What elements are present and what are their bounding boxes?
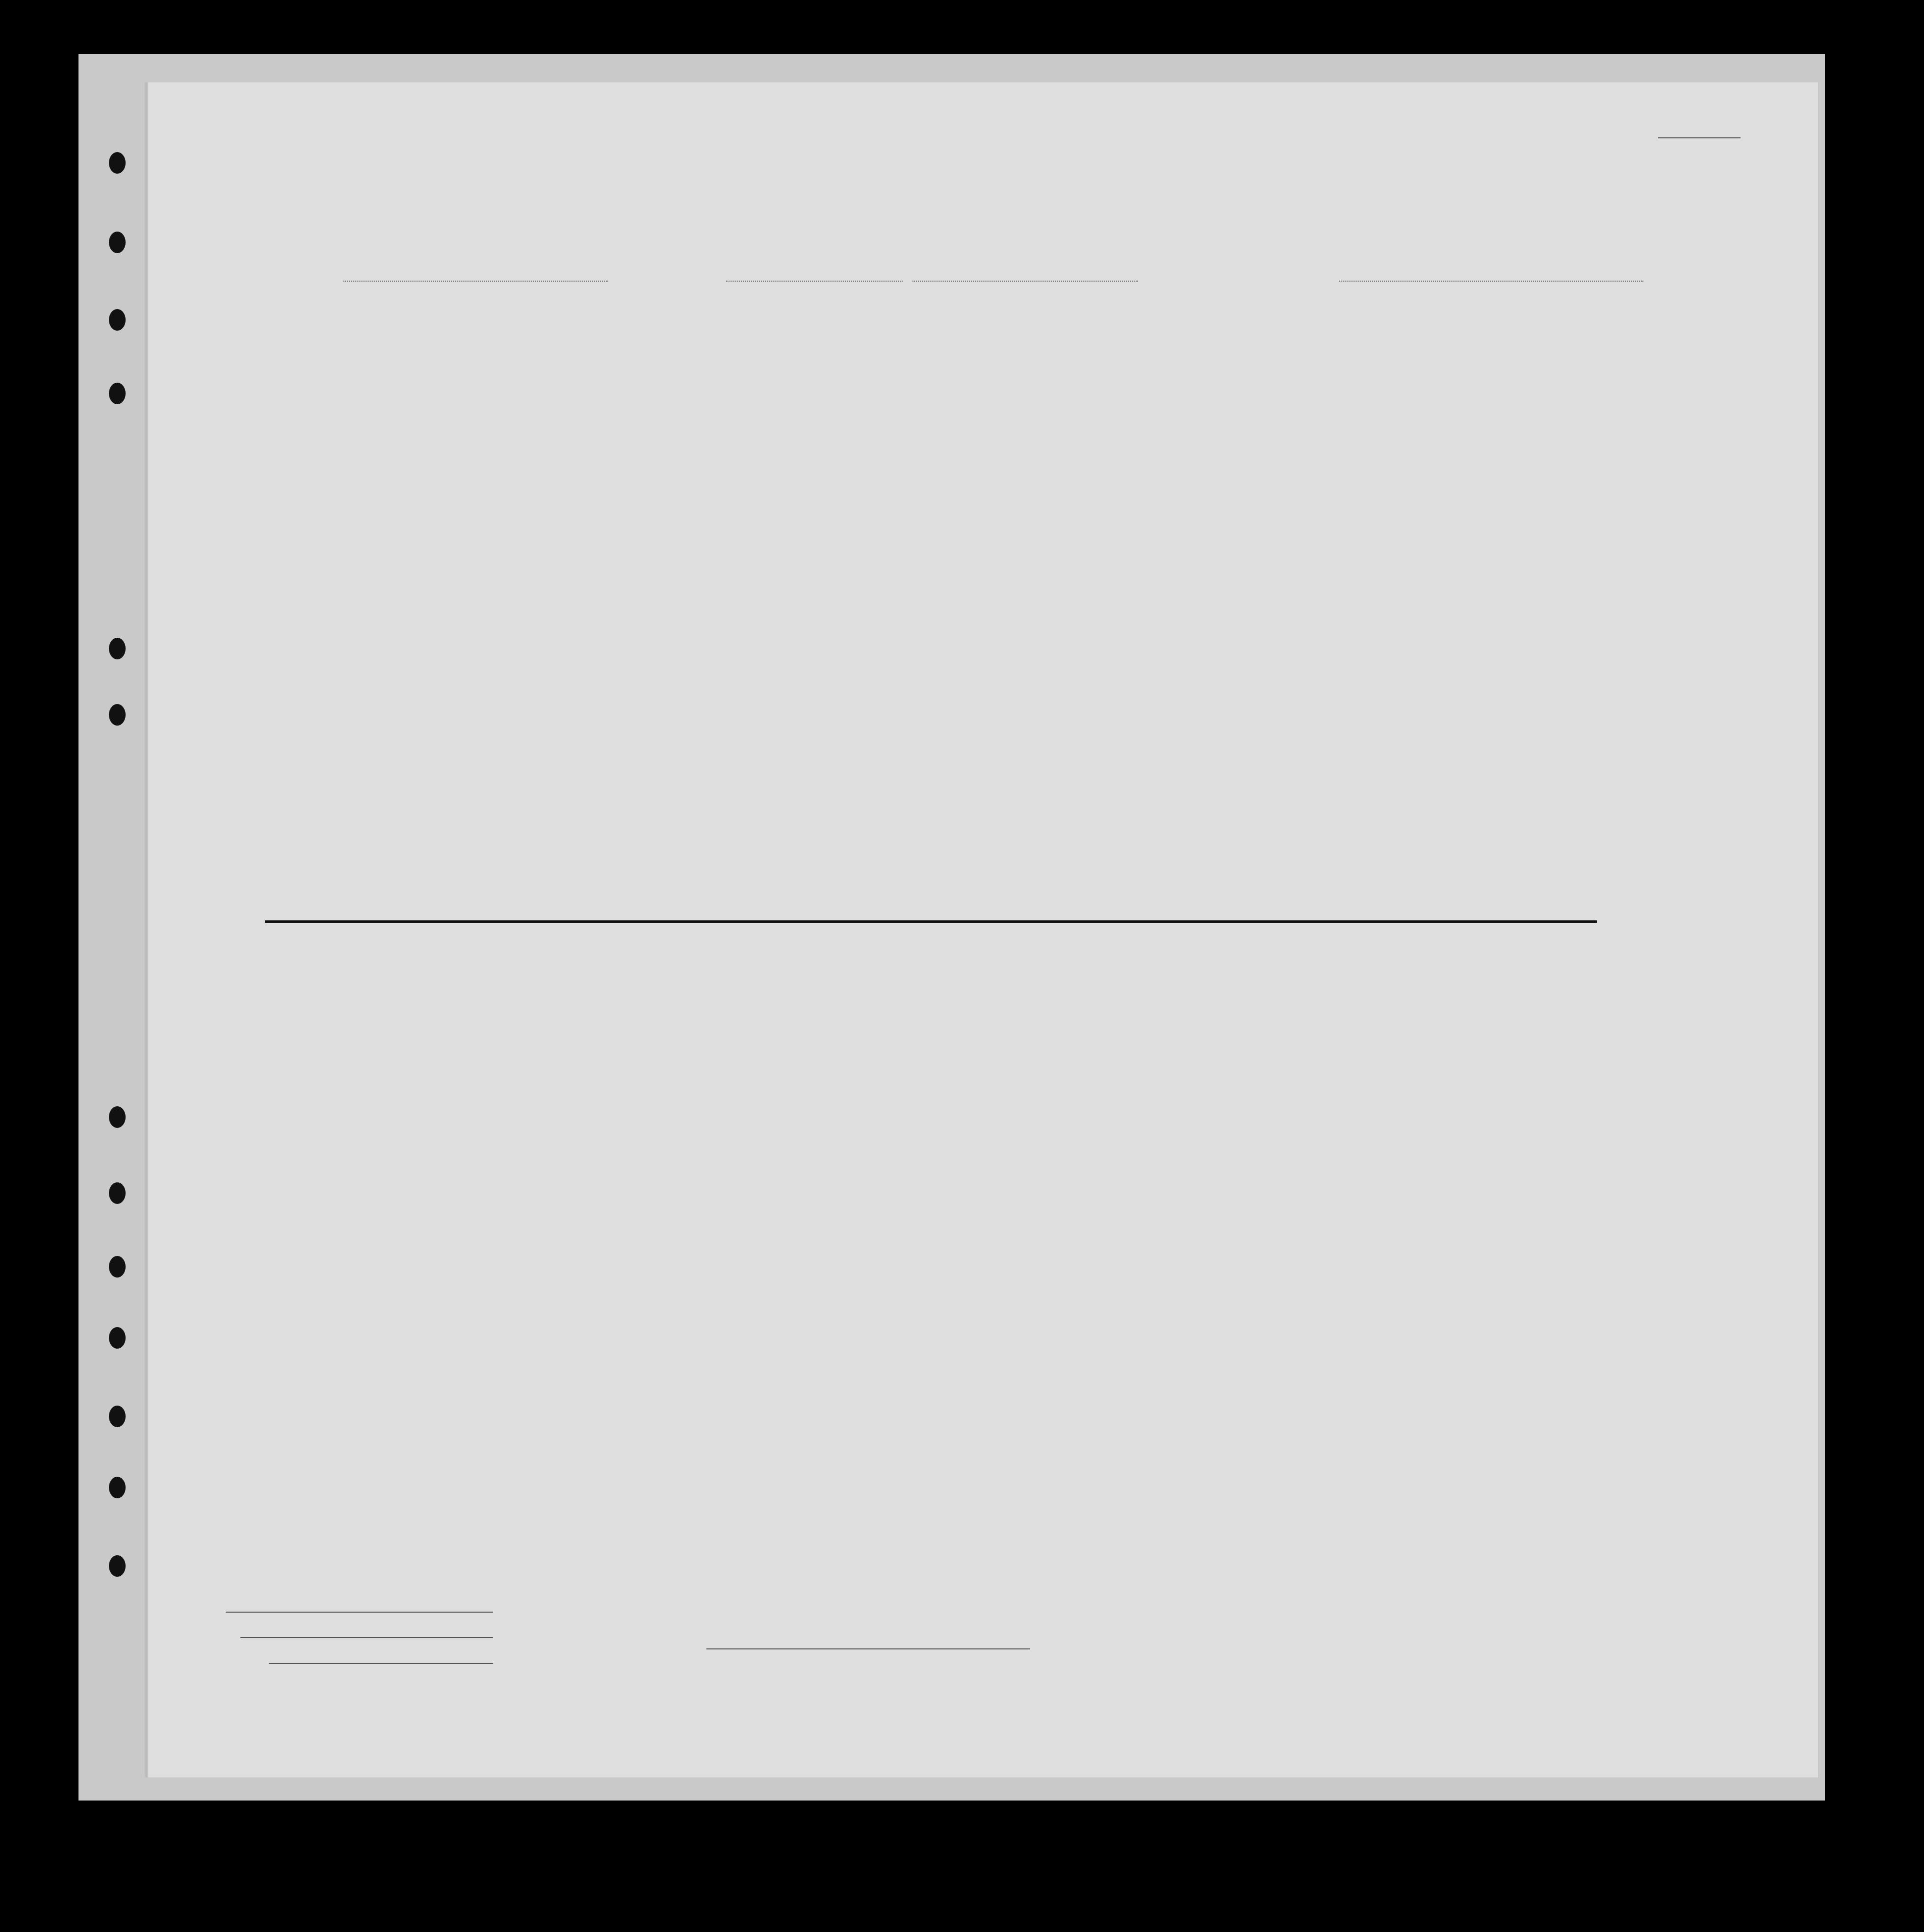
binder-hole [109, 1327, 126, 1349]
owners-rule [240, 1637, 493, 1638]
binder-hole [109, 309, 126, 331]
binder-hole [109, 1256, 126, 1278]
binder-hole [109, 638, 126, 659]
line-rule [226, 1612, 493, 1613]
binder-hole [109, 704, 126, 726]
binder-hole [109, 1182, 126, 1204]
vessel-dotline [343, 281, 608, 282]
sheet-no-line [1658, 137, 1741, 138]
binder-hole [109, 152, 126, 174]
row-14-strikethrough [265, 920, 1597, 923]
agents-rule [269, 1663, 493, 1664]
binder-hole [109, 1406, 126, 1427]
binder-hole [109, 232, 126, 253]
binder-hole [109, 1106, 126, 1128]
inspector-rule [706, 1648, 1030, 1649]
from-dotline [1339, 281, 1643, 282]
port-dotline [726, 281, 903, 282]
manifest-sheet [145, 82, 1818, 1777]
binder-hole [109, 1555, 126, 1577]
date-dotline [912, 281, 1138, 282]
binder-hole [109, 383, 126, 404]
binder-hole [109, 1477, 126, 1498]
